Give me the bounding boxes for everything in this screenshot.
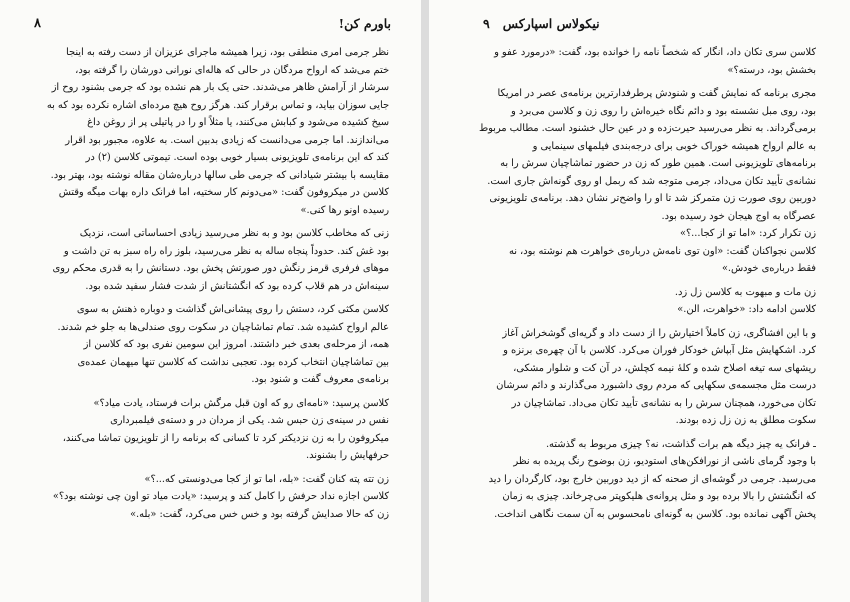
text-line: سرشار از آرامش ظاهر می‌شدند. حتی یک بار هم نشده بود که جرمی بشنود روح از	[51, 82, 389, 93]
text-line: ـ فرانک یه چیز دیگه هم برات گذاشت، نه؟ چیزی مربوط به گذشته.	[545, 438, 816, 450]
text-line: عصرگاه به اوج هیجان خود رسیده بود.	[661, 210, 816, 222]
text-line: نظر جرمی امری منطقی بود، زیرا همیشه ماجرای عزیزان از دست رفته به اینجا	[66, 47, 389, 58]
text-line: رسیده اونو رها کنی.»	[300, 204, 389, 216]
text-line: برمی‌گرداند. به نظر می‌رسید حیرت‌زده و در عین حال خشنود است. مطالب مربوط	[479, 123, 816, 134]
text-line: عالم ارواح کشیده شد. تمام تماشاچیان در سکوت روی صندلی‌ها به جلو خم شدند.	[57, 321, 389, 333]
text-line: کند که این برنامه‌ی تلویزیونی بسیار خوبی بوده است. تیموتی کلاسن (۲) در	[85, 152, 389, 163]
right-page	[429, 0, 850, 602]
text-line: کلاسن اجازه نداد حرفش را کامل کند و پرسید: «یادت میاد تو اون چی نوشته بود؟»	[52, 491, 389, 502]
running-header: باورم کن!	[338, 16, 391, 31]
running-header	[483, 16, 600, 31]
text-line: بخشش بود، درسته؟»	[727, 64, 816, 76]
text-line: می‌رسید. جرمی در گوشه‌ای از صحنه که از دید دوربین خارج بود، کارگردان را دید	[488, 473, 816, 485]
left-page	[0, 0, 421, 602]
book-gutter	[421, 0, 429, 602]
text-line: می‌اندازند. اما جرمی می‌دانست که زیادی بدبین است. به علاوه، مجبور بود اقرار	[65, 134, 389, 146]
text-line: کلاسن در میکروفون گفت: «می‌دونم کار سختیه، اما فرانک داره بهات میگه وقتش	[58, 187, 389, 198]
text-line: زن تته پته کنان گفت: «بله، اما تو از کجا می‌دونستی که...؟»	[144, 473, 389, 485]
text-line: بین تماشاچیان انتخاب کرده بود. تعجبی نداشت که کلاسن تنها میهمان عمده‌ی	[77, 356, 389, 368]
text-line: بود، روی مبل نشسته بود و دائم نگاه خیره‌اش را روی زن و کلاسن می‌برد و	[511, 105, 816, 117]
text-line: موهای فرفری قرمز رنگش دور صورتش پخش بود. دستانش را به قدری محکم روی	[52, 263, 389, 274]
text-line: تکان می‌خورد، همچنان سرش را به نشانه‌ی تأیید تکان می‌داد. تماشاچیان در	[511, 397, 816, 409]
text-line: کلاسن پرسید: «نامه‌ای رو که اون قبل مرگش برات فرستاد، یادت میاد؟»	[93, 397, 389, 409]
text-line: ریشهای سه تیغه اصلاح شده و کلهٔ نیمه کچلش، در آن کت و شلوار مشکی،	[513, 362, 816, 374]
page-header-title: نیکولاس اسپارکس	[502, 16, 600, 31]
text-line: کلاسن ادامه داد: «خواهرت، الن.»	[677, 304, 816, 315]
text-line: زنی که مخاطب کلاسن بود و به نظر می‌رسید زیادی احساساتی است، نزدیک	[79, 228, 389, 239]
text-line: همه، از مرحله‌ی بعدی خبر داشتند. امروز این سومین نفری بود که کلاسن از	[83, 339, 389, 350]
text-line: زن تکرار کرد: «اما تو از کجا...؟»	[679, 228, 816, 239]
text-line: کلاسن نجواکنان گفت: «اون توی نامه‌ش درباره‌ی خواهرت هم نوشته بود، نه	[508, 245, 816, 257]
text-line: ختم می‌شد که ارواح مردگان در حالی که هاله‌ای نورانی دورشان را گرفته بود،	[75, 64, 389, 76]
text-line: برنامه‌های تلویزیونی است. همین طور که زن در حضور تماشاچیان سرش را به	[500, 158, 816, 169]
text-line: سکوت مطلق به زن زل زده بودند.	[675, 415, 816, 426]
text-line: جایی سوزان بیاید، و تماس برقرار کند. هرگز روح هیچ مرده‌ای اشاره نکرده بود که به	[46, 99, 389, 111]
text-line: سیخ کشیده می‌شود و کبابش می‌کنند، یا مثلاً او را در پاتیلی پر از روغن داغ	[87, 117, 389, 128]
text-line: زن مات و مبهوت به کلاسن زل زد.	[674, 286, 816, 298]
text-line: کلاسن مکثی کرد، دستش را روی پیشانی‌اش گذاشت و دوباره ذهنش به سوی	[76, 304, 389, 315]
text-line: میکروفون را به زن نزدیکتر کرد تا کسانی که برنامه را از تلویزیون تماشا می‌کنند،	[62, 432, 389, 444]
text-line: با وجود گرمای ناشی از نورافکن‌های استودیو، زن بوضوح رنگ پریده به نظر	[513, 456, 816, 467]
body-text	[44, 44, 389, 523]
text-line: دوربین روی صورت زن متمرکز شد تا او را واضح‌تر نشان دهد. برنامه‌ی تلویزیونی	[489, 193, 816, 204]
text-line: بود غش کند. حدوداً پنجاه ساله به نظر می‌رسید، بلوز راه راه سبز به تن داشت و	[63, 245, 389, 257]
text-line: نفس در سینه‌ی زن حبس شد. یکی از مردان در و دسته‌ی فیلمبرداری	[110, 415, 389, 426]
text-line: مقایسه با بیشتر شیادانی که جرمی طی سالها درباره‌شان مقاله نوشته بود، بهتر بود.	[50, 169, 389, 181]
text-line: و با این افشاگری، زن کاملاً اختیارش را از دست داد و گریه‌ای گوشخراش آغاز	[502, 327, 816, 339]
text-line: پخش آگهی نمانده بود. کلاسن به گونه‌ای نامحسوس به آن سمت نگاهی انداخت.	[494, 508, 816, 520]
text-line: برنامه‌ی معروف گفت و شنود بود.	[251, 374, 389, 385]
body-text	[473, 44, 816, 523]
text-line: درست مثل مجسمه‌ی سکهایی که مردم روی داشبورد می‌گذارند و دائم سرشان	[496, 380, 816, 391]
text-line: زن که حالا صدایش گرفته بود و خس خس می‌کرد، گفت: «بله.»	[130, 508, 389, 520]
text-line: حرفهایش را بشنوند.	[305, 450, 389, 461]
text-line: مجری برنامه که نمایش گفت و شنودش پرطرفدارترین برنامه‌ی عصر در امریکا	[497, 88, 816, 99]
text-line: کرد. اشکهایش مثل آبپاش خودکار فوران می‌کرد. کلاسن با آن چهره‌ی برنزه و	[503, 345, 816, 356]
text-line: کلاسن سری تکان داد، انگار که شخصاً نامه را خوانده بود، گفت: «درمورد عفو و	[494, 47, 816, 58]
page-number: ۹	[483, 16, 490, 31]
text-line: که انگشتش را بالا برده بود و مثل پروانه‌ی هلیکوپتر می‌چرخاند. چیزی به زمان	[502, 491, 816, 502]
page-number: ۸	[34, 16, 41, 31]
text-line: سینه‌اش در هم قلاب کرده بود که انگشتانش از شدت فشار سفید شده بود.	[85, 280, 389, 292]
text-line: به عالم ارواح همیشه خوراک خوبی برای درجه‌بندی فیلمهای سینمایی و	[532, 140, 816, 152]
text-line: فقط درباره‌ی خودش.»	[721, 263, 816, 274]
text-line: نشانه‌ی تأیید تکان می‌داد، جرمی متوجه شد که ربمل او روی گونه‌اش جاری است.	[487, 175, 816, 187]
